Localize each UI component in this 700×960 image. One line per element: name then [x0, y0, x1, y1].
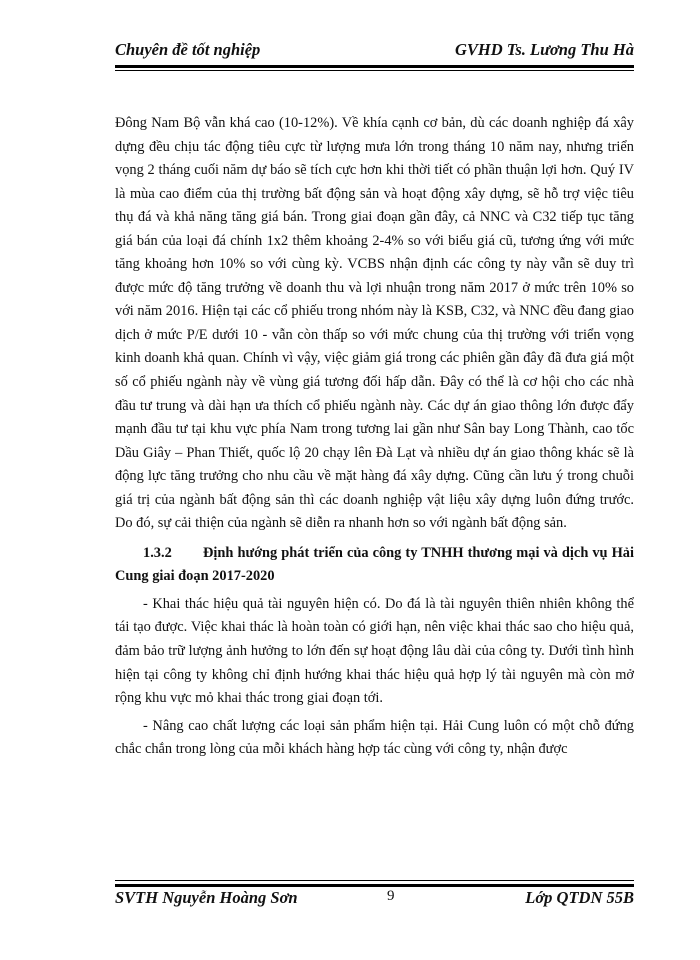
footer-rule-thick: [115, 884, 634, 887]
page-number: 9: [387, 888, 395, 904]
header-rule-thin: [115, 70, 634, 71]
section-number: 1.3.2: [143, 544, 172, 561]
footer-student: SVTH Nguyễn Hoàng Sơn: [115, 888, 298, 907]
section-title: Định hướng phát triển của công ty TNHH thương mại và dịch vụ Hải Cung giai đoạn 2017-2020: [115, 544, 634, 585]
bullet-paragraph: - Khai thác hiệu quả tài nguyên hiện có. Do đá là tài nguyên thiên nhiên không thể tái tạo được. Việc khai thác là hoàn toàn có giới hạn, nên việc khai thác sao cho hiệu quả, đảm bảo trữ lượng ảnh hưởng to lớn đến sự hoạt động lâu dài của công ty. Dưới tình hình hiện tại công ty không chỉ định hướng khai thác hiệu quả hợp lý tài nguyên mà còn mở rộng khu vực mỏ khai thác trong giai đoạn tới.: [115, 595, 634, 707]
footer-rule-thin: [115, 880, 634, 881]
header-rule-thick: [115, 65, 634, 68]
page-body: [115, 112, 634, 762]
header-title: Chuyên đề tốt nghiệp: [115, 40, 261, 59]
body-paragraph: Đông Nam Bộ vẫn khá cao (10-12%). Về khía cạnh cơ bản, dù các doanh nghiệp đá xây dựng đều chịu tác động tiêu cực từ lượng mưa lớn trong tháng 10 năm nay, nhưng triển vọng 2 tháng cuối năm dự báo sẽ tích cực hơn khi thời tiết có phần thuận lợi hơn. Quý IV là mùa cao điểm của thị trường bất động sản và hoạt động xây dựng, sẽ hỗ trợ việc tiêu thụ đá và khả năng tăng giá bán. Trong giai đoạn gần đây, cả NNC và C32 tiếp tục tăng giá bán của loại đá chính 1x2 thêm khoảng 2-4% so với biểu giá cũ, tương ứng với mức tăng khoảng hơn 10% so với cùng kỳ. VCBS nhận định các công ty này vẫn sẽ duy trì được mức độ tăng trưởng về doanh thu và lợi nhuận trong năm 2017 ở mức trên 10% so với năm 2016. Hiện tại các cổ phiếu trong nhóm này là KSB, C32, và NNC đều đang giao dịch ở mức P/E dưới 10 - vẫn còn thấp so với mức chung của thị trường với triển vọng kinh doanh khả quan. Chính vì vậy, việc giảm giá trong các phiên gần đây đã đưa giá một số cổ phiếu ngành này về vùng giá tương đối hấp dẫn. Đây có thể là cơ hội cho các nhà đầu tư trung và dài hạn ưa thích cổ phiếu ngành này. Các dự án giao thông lớn được đẩy mạnh đầu tư tại khu vực phía Nam trong tương lai gần như Sân bay Long Thành, cao tốc Dầu Giây – Phan Thiết, quốc lộ 20 chạy lên Đà Lạt và nhiều dự án giao thông khác sẽ là động lực tăng trưởng cho nhu cầu về mặt hàng đá xây dựng. Cũng cần lưu ý trong chuỗi giá trị của ngành bất động sản thì các doanh nghiệp vật liệu xây dựng luôn đứng trước. Do đó, sự cải thiện của ngành sẽ diễn ra nhanh hơn so với ngành bất động sản.: [115, 115, 634, 532]
section-heading: [115, 542, 634, 589]
bullet-paragraph: - Nâng cao chất lượng các loại sản phẩm hiện tại. Hải Cung luôn có một chỗ đứng chắc chắn trong lòng của mỗi khách hàng hợp tác cùng với công ty, nhận được: [115, 717, 634, 758]
page-header: [115, 40, 634, 66]
page-footer: [115, 880, 634, 910]
footer-class: Lớp QTDN 55B: [525, 888, 634, 907]
header-advisor: GVHD Ts. Lương Thu Hà: [454, 40, 634, 59]
